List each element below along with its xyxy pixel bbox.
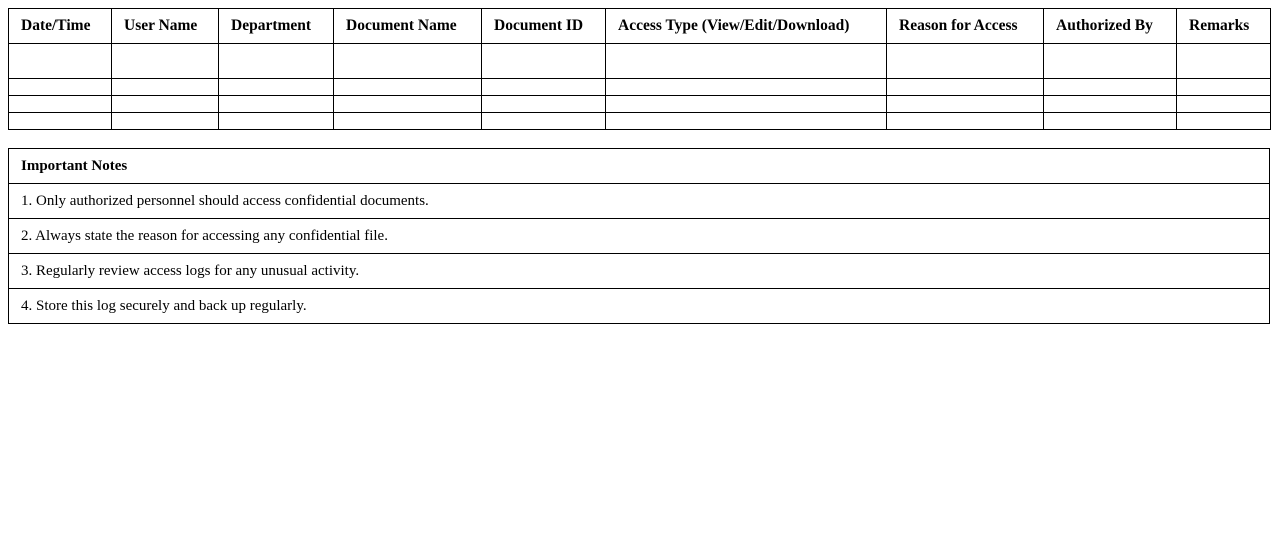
table-cell[interactable] bbox=[1044, 44, 1177, 79]
table-cell[interactable] bbox=[112, 96, 219, 113]
table-cell[interactable] bbox=[9, 96, 112, 113]
table-cell[interactable] bbox=[1044, 79, 1177, 96]
table-cell[interactable] bbox=[112, 44, 219, 79]
table-cell[interactable] bbox=[334, 96, 482, 113]
table-cell[interactable] bbox=[1044, 113, 1177, 130]
column-header-date-time: Date/Time bbox=[9, 9, 112, 44]
note-row bbox=[9, 254, 1270, 289]
table-cell[interactable] bbox=[482, 96, 606, 113]
table-cell[interactable] bbox=[219, 113, 334, 130]
table-cell[interactable] bbox=[606, 96, 887, 113]
important-notes-table bbox=[8, 148, 1270, 324]
table-cell[interactable] bbox=[9, 113, 112, 130]
note-item: 1. Only authorized personnel should access confidential documents. bbox=[9, 184, 1270, 219]
table-row bbox=[9, 96, 1271, 113]
table-cell[interactable] bbox=[482, 79, 606, 96]
table-cell[interactable] bbox=[1177, 44, 1271, 79]
table-row bbox=[9, 79, 1271, 96]
table-row bbox=[9, 44, 1271, 79]
column-header-document-id: Document ID bbox=[482, 9, 606, 44]
note-item: 2. Always state the reason for accessing any confidential file. bbox=[9, 219, 1270, 254]
table-cell[interactable] bbox=[219, 79, 334, 96]
table-header-row bbox=[9, 9, 1271, 44]
notes-title-row bbox=[9, 149, 1270, 184]
table-cell[interactable] bbox=[9, 79, 112, 96]
table-cell[interactable] bbox=[887, 113, 1044, 130]
table-cell[interactable] bbox=[1177, 113, 1271, 130]
table-cell[interactable] bbox=[1044, 96, 1177, 113]
table-cell[interactable] bbox=[334, 44, 482, 79]
column-header-document-name: Document Name bbox=[334, 9, 482, 44]
table-row bbox=[9, 113, 1271, 130]
table-cell[interactable] bbox=[334, 79, 482, 96]
table-cell[interactable] bbox=[606, 44, 887, 79]
table-cell[interactable] bbox=[1177, 96, 1271, 113]
table-cell[interactable] bbox=[606, 113, 887, 130]
access-log-table bbox=[8, 8, 1271, 130]
table-cell[interactable] bbox=[887, 44, 1044, 79]
column-header-reason: Reason for Access bbox=[887, 9, 1044, 44]
note-item: 4. Store this log securely and back up regularly. bbox=[9, 289, 1270, 324]
note-row bbox=[9, 289, 1270, 324]
table-cell[interactable] bbox=[9, 44, 112, 79]
column-header-authorized-by: Authorized By bbox=[1044, 9, 1177, 44]
table-cell[interactable] bbox=[482, 44, 606, 79]
note-row bbox=[9, 219, 1270, 254]
table-cell[interactable] bbox=[334, 113, 482, 130]
column-header-user-name: User Name bbox=[112, 9, 219, 44]
note-item: 3. Regularly review access logs for any unusual activity. bbox=[9, 254, 1270, 289]
column-header-department: Department bbox=[219, 9, 334, 44]
table-cell[interactable] bbox=[219, 96, 334, 113]
table-cell[interactable] bbox=[887, 79, 1044, 96]
notes-title: Important Notes bbox=[9, 149, 1270, 184]
table-cell[interactable] bbox=[112, 79, 219, 96]
table-cell[interactable] bbox=[112, 113, 219, 130]
table-cell[interactable] bbox=[887, 96, 1044, 113]
note-row bbox=[9, 184, 1270, 219]
table-cell[interactable] bbox=[219, 44, 334, 79]
column-header-access-type: Access Type (View/Edit/Download) bbox=[606, 9, 887, 44]
column-header-remarks: Remarks bbox=[1177, 9, 1271, 44]
table-cell[interactable] bbox=[482, 113, 606, 130]
table-cell[interactable] bbox=[606, 79, 887, 96]
table-cell[interactable] bbox=[1177, 79, 1271, 96]
